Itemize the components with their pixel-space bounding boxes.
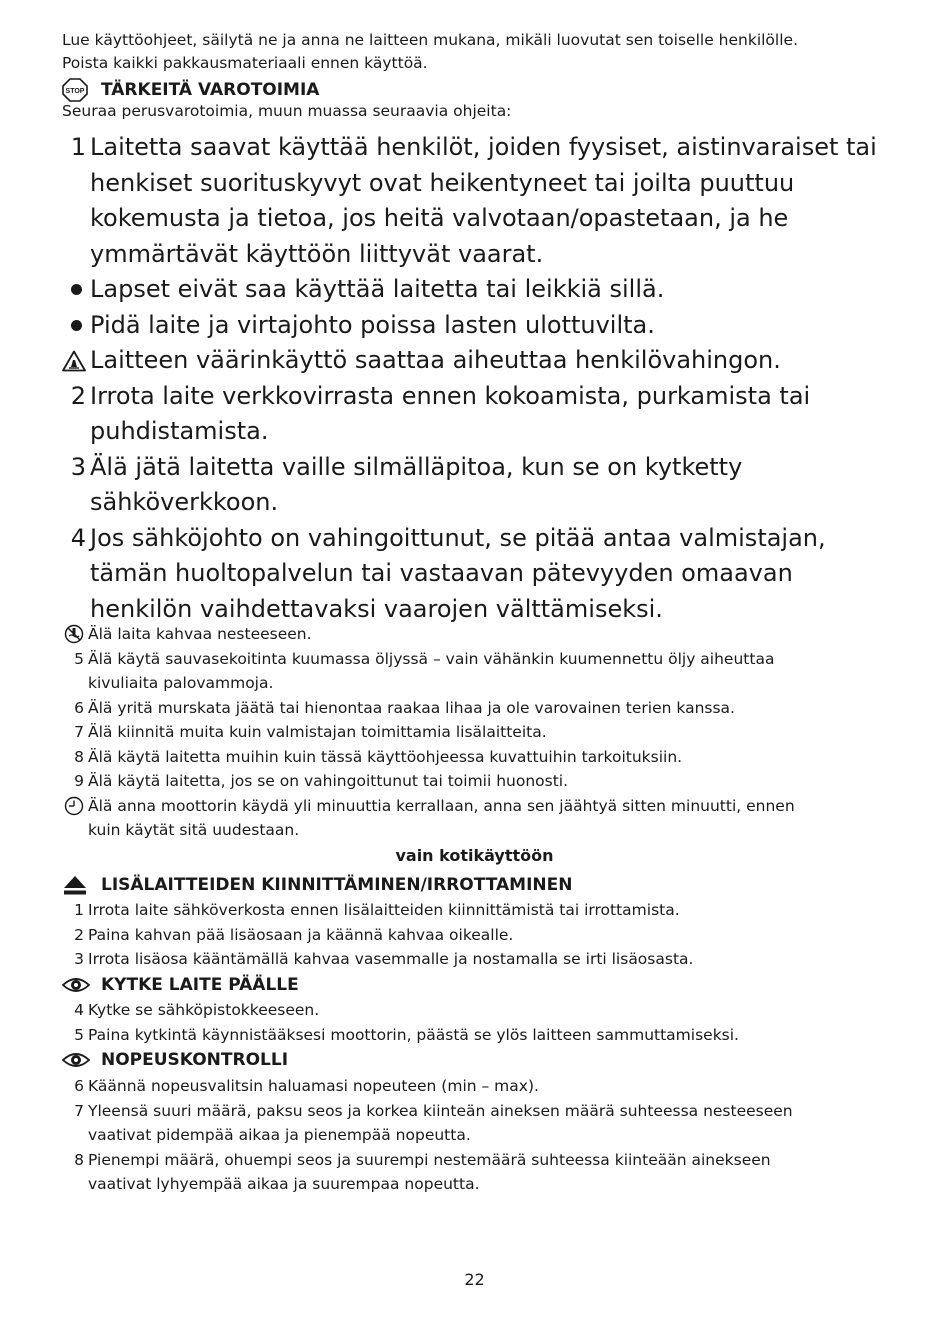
warning-item-3 xyxy=(62,450,892,521)
item-number: 2 xyxy=(70,381,86,410)
line: Käännä nopeusvalitsin haluamasi nopeuteen (min – max). xyxy=(88,1077,539,1095)
item-number: 5 xyxy=(74,649,84,668)
eye-icon xyxy=(62,1048,90,1072)
hazard-item xyxy=(62,343,892,379)
item-number: 6 xyxy=(74,698,84,717)
item-number: 9 xyxy=(74,772,84,790)
item-number: 1 xyxy=(70,133,86,161)
stop-sign-icon xyxy=(62,78,90,102)
line: vaativat lyhyempää aikaa ja suurempaa nopeutta. xyxy=(88,1175,480,1193)
line: Lapset eivät saa käyttää laitetta tai leikkiä sillä. xyxy=(90,275,665,303)
timer-item xyxy=(62,794,892,843)
item-number: 6 xyxy=(74,1077,84,1095)
bullet-icon xyxy=(71,320,82,331)
item-number: 8 xyxy=(74,747,84,766)
line: Älä yritä murskata jäätä tai hienontaa raakaa lihaa ja ole varovainen terien kanssa. xyxy=(88,698,735,717)
line: puhdistamista. xyxy=(90,417,269,445)
item-number: 8 xyxy=(74,1150,84,1169)
speed-heading xyxy=(62,1047,288,1073)
bullet-item-2 xyxy=(62,308,892,344)
item-number: 3 xyxy=(70,452,86,481)
switch-on-title: KYTKE LAITE PÄÄLLE xyxy=(101,975,299,995)
safeguards-heading xyxy=(62,77,319,103)
item-number: 3 xyxy=(74,950,84,968)
warning-item-4 xyxy=(62,521,892,628)
line: Jos sähköjohto on vahingoittunut, se pitää antaa valmistajan, xyxy=(90,523,826,552)
warning-item-2 xyxy=(62,379,892,450)
intro-text xyxy=(62,29,882,75)
page-number: 22 xyxy=(464,1270,485,1289)
line: kokemusta ja tietoa, jos heitä valvotaan/opastetaan, ja he xyxy=(90,204,789,232)
attach-title: LISÄLAITTEIDEN KIINNITTÄMINEN/IRROTTAMINEN xyxy=(101,875,573,895)
no-immersion-icon xyxy=(62,622,84,647)
attach-step xyxy=(62,923,892,948)
large-warnings xyxy=(62,130,892,627)
line: Kytke se sähköpistokkeeseen. xyxy=(88,1001,320,1019)
switch-on-step xyxy=(62,1023,892,1048)
switch-on-steps xyxy=(62,998,892,1047)
line: tämän huoltopalvelun tai vastaavan pätevyyden omaavan xyxy=(90,559,793,587)
line: Pidä laite ja virtajohto poissa lasten ulottuvilta. xyxy=(90,310,655,339)
line: Älä jätä laitetta vaille silmälläpitoa, kun se on kytketty xyxy=(90,452,743,481)
line: kivuliaita palovammoja. xyxy=(88,674,274,692)
line: vaativat pidempää aikaa ja pienempää nopeutta. xyxy=(88,1126,471,1144)
line: Älä käytä sauvasekoitinta kuumassa öljyssä – vain vähänkin kuumennettu öljy aiheuttaa xyxy=(88,649,775,668)
line: Älä kiinnitä muita kuin valmistajan toimittamia lisälaitteita. xyxy=(88,723,547,741)
warning-item-6 xyxy=(62,696,892,721)
small-warnings xyxy=(62,622,892,843)
switch-on-step xyxy=(62,998,892,1023)
warning-item-9 xyxy=(62,769,892,794)
line: Paina kahvan pää lisäosaan ja käännä kahvaa oikealle. xyxy=(88,925,514,944)
speed-title: NOPEUSKONTROLLI xyxy=(101,1050,289,1070)
item-number: 1 xyxy=(74,901,84,919)
item-number: 4 xyxy=(70,523,86,552)
line: henkiset suorituskyvyt ovat heikentyneet tai joilta puuttuu xyxy=(90,168,795,197)
speed-steps xyxy=(62,1074,892,1197)
hand-blade-warning-icon xyxy=(62,343,86,379)
line: kuin käytät sitä uudestaan. xyxy=(88,821,300,839)
intro-line-2: Poista kaikki pakkausmateriaali ennen käyttöä. xyxy=(62,54,428,72)
warning-item-1 xyxy=(62,130,892,272)
line: Paina kytkintä käynnistääksesi moottorin, päästä se ylös laitteen sammuttamiseksi. xyxy=(88,1025,739,1044)
line: Älä anna moottorin käydä yli minuuttia kerrallaan, anna sen jäähtyä sitten minuutti, ennen xyxy=(88,796,795,815)
intro-line-1: Lue käyttöohjeet, säilytä ne ja anna ne laitteen mukana, mikäli luovutat sen toiselle henkilölle. xyxy=(62,31,798,49)
item-number: 5 xyxy=(74,1025,84,1044)
item-number: 7 xyxy=(74,723,84,741)
line: henkilön vaihdettavaksi vaarojen välttämiseksi. xyxy=(90,594,663,623)
attach-steps xyxy=(62,898,892,972)
warning-item-7 xyxy=(62,720,892,745)
speed-step xyxy=(62,1099,892,1148)
line: Älä käytä laitetta muihin kuin tässä käyttöohjeessa kuvattuihin tarkoituksiin. xyxy=(88,747,683,766)
no-immersion-item xyxy=(62,622,892,647)
line: Älä laita kahvaa nesteeseen. xyxy=(88,625,312,643)
line: Irrota laite sähköverkosta ennen lisälaitteiden kiinnittämistä tai irrottamista. xyxy=(88,901,680,919)
speed-step xyxy=(62,1148,892,1197)
item-number: 2 xyxy=(74,925,84,944)
attach-heading xyxy=(62,872,573,898)
item-number: 4 xyxy=(74,1001,84,1019)
eye-icon xyxy=(62,973,90,997)
warning-item-8 xyxy=(62,745,892,770)
line: ymmärtävät käyttöön liittyvät vaarat. xyxy=(90,239,544,268)
attach-step xyxy=(62,898,892,923)
clock-icon xyxy=(62,794,84,819)
warning-item-5 xyxy=(62,647,892,696)
line: Laitteen väärinkäyttö saattaa aiheuttaa henkilövahingon. xyxy=(90,346,781,374)
line: Laitetta saavat käyttää henkilöt, joiden fyysiset, aistinvaraiset tai xyxy=(90,133,877,161)
line: Irrota lisäosa kääntämällä kahvaa vasemmalle ja nostamalla se irti lisäosasta. xyxy=(88,950,694,968)
bullet-icon xyxy=(71,284,82,295)
line: Pienempi määrä, ohuempi seos ja suurempi nestemäärä suhteessa kiinteään ainekseen xyxy=(88,1150,771,1169)
speed-step xyxy=(62,1074,892,1099)
bullet-item-1 xyxy=(62,272,892,308)
line: sähköverkkoon. xyxy=(90,488,279,516)
safeguards-subtitle: Seuraa perusvarotoimia, muun muassa seuraavia ohjeita: xyxy=(62,102,512,120)
line: Yleensä suuri määrä, paksu seos ja korkea kiinteän aineksen määrä suhteessa nesteeseen xyxy=(88,1101,793,1120)
line: Irrota laite verkkovirrasta ennen kokoamista, purkamista tai xyxy=(90,381,811,410)
eject-icon xyxy=(62,873,90,897)
item-number: 7 xyxy=(74,1101,84,1120)
safeguards-title: TÄRKEITÄ VAROTOIMIA xyxy=(101,80,320,100)
household-use-note: vain kotikäyttöön xyxy=(395,846,554,865)
attach-step xyxy=(62,947,892,972)
stop-sign-label: STOP xyxy=(65,88,85,95)
line: Älä käytä laitetta, jos se on vahingoittunut tai toimii huonosti. xyxy=(88,772,569,790)
switch-on-heading xyxy=(62,972,299,998)
